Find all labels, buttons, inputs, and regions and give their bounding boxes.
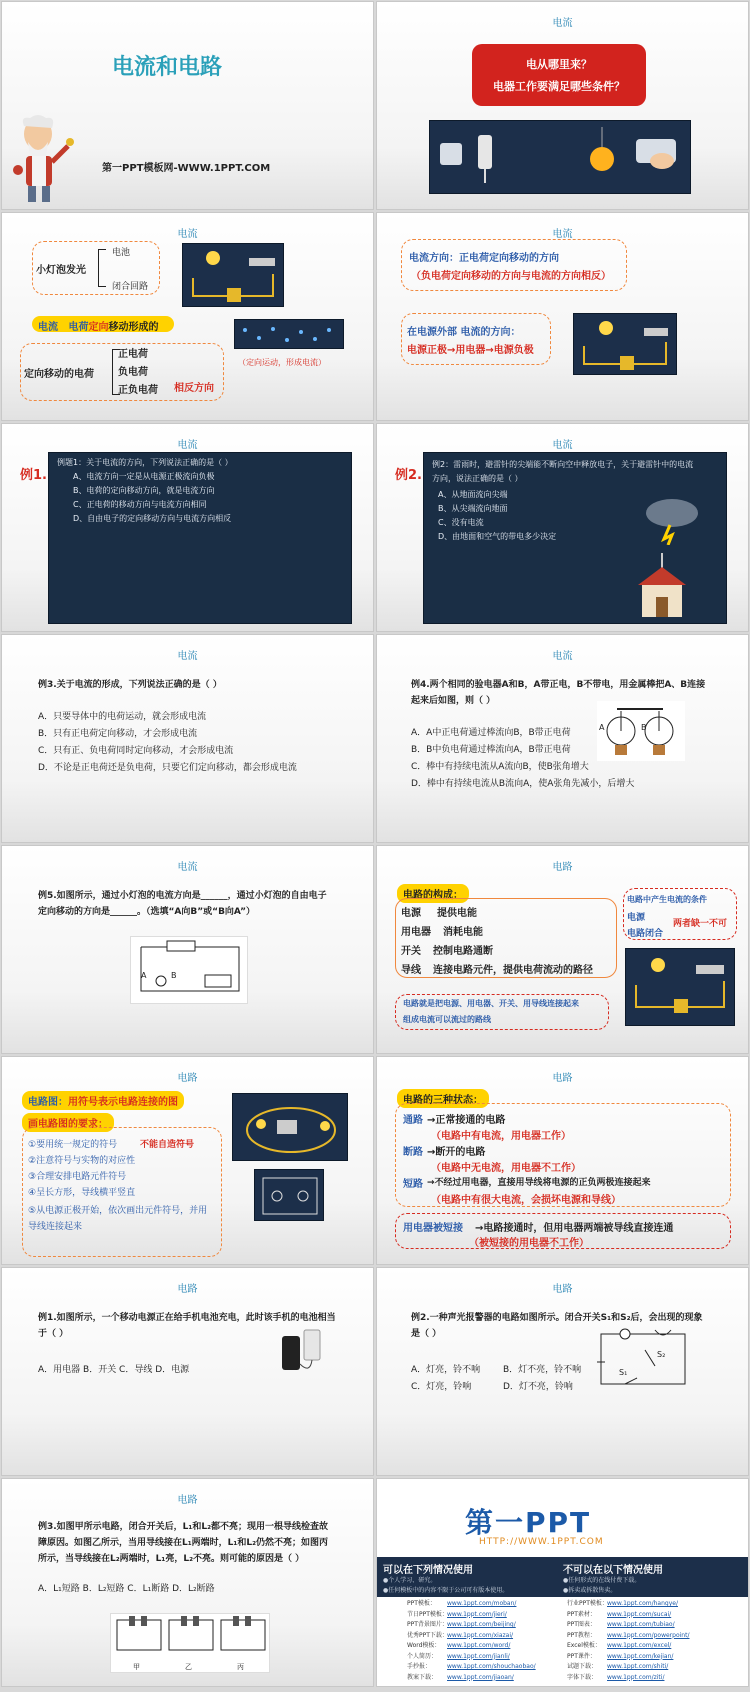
requirements-title: 画电路图的要求： xyxy=(22,1113,114,1132)
question-line-1: 例5.如图所示，通过小灯泡的电流方向是______，通过小灯泡的自由电子 xyxy=(38,891,327,901)
shorted-desc: →电路接通时，但用电器两端被导线直接连通 xyxy=(475,1223,674,1234)
outside-label: 在电源外部 电流的方向： xyxy=(407,327,521,338)
option-b[interactable]: B、电荷的定向移动方向，就是电流方向 xyxy=(73,486,215,495)
question-1: 电从哪里来？ xyxy=(526,58,592,71)
resource-link-label: 教案下载： xyxy=(407,1673,438,1681)
question-line-2: 起来后如图，则（ ） xyxy=(411,696,496,706)
conclusion-line-1: 电路就是把电源、用电器、开关、用导线连接起来 xyxy=(403,999,579,1008)
direction-box xyxy=(401,239,627,291)
slide-header: 电流 xyxy=(552,651,573,662)
question-banner xyxy=(472,44,646,106)
slide-11[interactable] xyxy=(1,1056,374,1265)
slide-9[interactable] xyxy=(1,845,374,1054)
cannot-use-title: 不可以在以下情况使用 xyxy=(563,1565,663,1576)
condition-closed: 电路闭合 xyxy=(627,929,664,939)
req-5b: 导线连接起来 xyxy=(28,1222,83,1232)
resource-link-row xyxy=(567,1641,689,1652)
slide-12[interactable] xyxy=(376,1056,749,1265)
condition-source: 电源 xyxy=(627,913,646,923)
slide-header: 电路 xyxy=(552,1284,573,1295)
slide-8[interactable] xyxy=(376,634,749,843)
outside-box xyxy=(401,313,551,365)
slide-header: 电流 xyxy=(177,440,198,451)
slide-header: 电流 xyxy=(552,440,573,451)
resource-link-label: 优秀PPT下载： xyxy=(407,1631,448,1639)
slide-header: 电流 xyxy=(177,651,198,662)
slide-header: 电路 xyxy=(177,1284,198,1295)
slide-title: 电流和电路 xyxy=(112,55,223,80)
resource-link[interactable]: www.1ppt.com/jieri/ xyxy=(447,1610,507,1618)
battery-label: 电池 xyxy=(112,248,131,258)
resource-link-row xyxy=(567,1620,689,1631)
resource-link-label: PPT背景图片： xyxy=(407,1621,448,1628)
moving-label: 定向移动的电荷 xyxy=(24,369,94,380)
diagram-label-3: 丙 xyxy=(237,1663,244,1671)
right-links xyxy=(567,1599,689,1683)
can-use-1: ●个人学习、研究。 xyxy=(383,1577,437,1584)
current-word: 电流 xyxy=(38,322,58,333)
house-icon xyxy=(634,553,690,619)
source-label: 电源 xyxy=(401,908,421,919)
broken-circuit-label: 断路 xyxy=(403,1147,423,1158)
resource-link-label: PPT模板： xyxy=(407,1600,436,1607)
resource-link[interactable]: www.1ppt.com/beijing/ xyxy=(447,1621,516,1628)
option-c[interactable]: C、正电荷的移动方向与电流方向相同 xyxy=(73,500,207,509)
slide-header: 电流 xyxy=(552,229,573,240)
req-3: ③合理安排电路元件符号 xyxy=(28,1172,127,1182)
option-a[interactable]: A．A中正电荷通过棒流向B，B带正电荷 xyxy=(411,728,571,738)
negative-charge: 负电荷 xyxy=(118,367,148,378)
question-line-2: 方向，说法正确的是（ ） xyxy=(432,474,523,483)
direction-note: （负电荷定向移动的方向与电流的方向相反） xyxy=(411,271,611,282)
option-b[interactable]: B、从尖端流向地面 xyxy=(438,504,508,513)
option-a[interactable]: A．灯亮，铃不响 xyxy=(411,1365,481,1375)
slide-header: 电路 xyxy=(552,862,573,873)
resource-link-row xyxy=(567,1662,689,1673)
formed-c: 移动形成的 xyxy=(108,322,159,333)
resource-link-label: 字体下载： xyxy=(567,1673,598,1681)
resource-link-label: 试题下载： xyxy=(567,1663,598,1670)
cartoon-professor-icon xyxy=(10,112,80,207)
alarm-circuit-diagram xyxy=(595,1328,691,1390)
formed-b: 定向 xyxy=(88,322,109,333)
slide-5[interactable] xyxy=(1,423,374,632)
brand-url: HTTP://WWW.1PPT.COM xyxy=(479,1537,604,1547)
question-line-1: 例1.如图所示，一个移动电源正在给手机电池充电，此时该手机的电池相当 xyxy=(38,1313,336,1323)
option-a[interactable]: A、电流方向一定是从电源正极流向负极 xyxy=(73,472,215,481)
resource-link-row xyxy=(407,1673,536,1684)
option-c[interactable]: C．灯亮，铃响 xyxy=(411,1382,472,1392)
resource-link-row xyxy=(567,1610,689,1621)
option-d[interactable]: D．不论是正电荷还是负电荷，只要它们定向移动，都会形成电流 xyxy=(38,763,297,773)
option-d[interactable]: D．灯不亮，铃响 xyxy=(503,1382,573,1392)
slide-3[interactable] xyxy=(1,212,374,421)
flow-note: （定向运动，形成电流） xyxy=(238,358,326,367)
question-line-1: 例2.一种声光报警器的电路如图所示。闭合开关S₁和S₂后，会出现的现象 xyxy=(411,1313,703,1323)
question-text: 例3.关于电流的形成，下列说法正确的是（ ） xyxy=(38,680,222,690)
req-1-note: 不能自造符号 xyxy=(140,1140,195,1150)
resource-link-row xyxy=(567,1599,689,1610)
resource-link-row xyxy=(567,1652,689,1663)
resource-link-row xyxy=(407,1631,536,1642)
resource-link-label: 个人简历： xyxy=(407,1652,438,1660)
resource-link-row xyxy=(407,1662,536,1673)
electron-flow-image xyxy=(234,319,344,349)
short-circuit-label: 短路 xyxy=(403,1179,423,1190)
option-d[interactable]: D．棒中有持续电流从B流向A，使A张角先减小，后增大 xyxy=(411,779,635,789)
phone-charging-icon xyxy=(280,1328,324,1380)
cannot-use-2: ●拆卖或拆散售卖。 xyxy=(563,1587,617,1594)
electroscope-b: B xyxy=(641,723,647,732)
question-line-1: 例3.如图甲所示电路，闭合开关后，L₁和L₂都不亮；现用一根导线检查故 xyxy=(38,1522,329,1532)
resource-link[interactable]: www.1ppt.com/sucai/ xyxy=(607,1610,672,1618)
switch-s2: S₂ xyxy=(657,1350,666,1359)
short-circuit-note: （电路中有很大电流，会损坏电源和导线） xyxy=(431,1195,621,1206)
resource-link-label: Word模板： xyxy=(407,1642,441,1649)
resource-link[interactable]: www.1ppt.com/jianli/ xyxy=(447,1652,510,1660)
resource-link[interactable]: www.1ppt.com/excel/ xyxy=(607,1642,672,1649)
electroscope-a: A xyxy=(599,723,605,732)
question-line-2: 障原因。如图乙所示，当用导线接在L₁两端时，L₁和L₂仍然不亮；如图丙 xyxy=(38,1538,329,1548)
left-links xyxy=(407,1599,536,1683)
slide-10[interactable] xyxy=(376,845,749,1054)
short-circuit-desc: →不经过用电器，直接用导线将电源的正负两极连接起来 xyxy=(427,1178,651,1188)
slide-7[interactable] xyxy=(1,634,374,843)
diagram-a: 电路图： xyxy=(28,1097,68,1108)
example-label: 例1. xyxy=(20,468,47,483)
opposite-direction: 相反方向 xyxy=(174,383,214,394)
resource-link[interactable]: www.1ppt.com/powerpoint/ xyxy=(607,1631,690,1639)
source-desc: 提供电能 xyxy=(437,908,477,919)
circuit-image xyxy=(573,313,677,375)
resource-link[interactable]: www.1ppt.com/hangye/ xyxy=(607,1600,678,1607)
diagram-label-2: 乙 xyxy=(185,1663,192,1671)
question-panel xyxy=(423,452,727,624)
resource-link[interactable]: www.1ppt.com/shiti/ xyxy=(607,1663,669,1670)
condition-both: 两者缺一不可 xyxy=(673,919,728,929)
switch-label: 开关 xyxy=(401,946,421,957)
slide-header: 电流 xyxy=(177,862,198,873)
option-b[interactable]: B．只有正电荷定向移动，才会形成电流 xyxy=(38,729,198,739)
question-line-3: 所示，当导线接在L₂两端时，L₁亮，L₂不亮。则可能的原因是（ ） xyxy=(38,1554,305,1564)
cannot-use-1: ●任何形式的在线付费下载。 xyxy=(563,1577,641,1584)
circuit-image xyxy=(130,936,248,1004)
resource-link-row xyxy=(407,1652,536,1663)
circuit-photo xyxy=(232,1093,348,1161)
diagram-label-1: 甲 xyxy=(133,1663,140,1671)
slide-6[interactable] xyxy=(376,423,749,632)
slide-header: 电路 xyxy=(552,1073,573,1084)
label-b: B xyxy=(171,971,177,980)
resource-link-label: PPT素材： xyxy=(567,1610,596,1618)
slide-subtitle: 第一PPT模板网-WWW.1PPT.COM xyxy=(102,163,271,174)
options[interactable]: A．L₁短路 B．L₂短路 C．L₁断路 D．L₂断路 xyxy=(38,1584,215,1594)
question-panel xyxy=(48,452,352,624)
option-a[interactable]: A、从地面流向尖端 xyxy=(438,490,508,499)
resource-link-label: 行业PPT模板： xyxy=(567,1600,608,1607)
conclusion-line-2: 组成电流可以流过的路线 xyxy=(403,1015,491,1024)
question-line-1: 例2：雷雨时，避雷针的尖端能不断向空中释放电子，关于避雷针中的电流 xyxy=(432,460,694,469)
links-area xyxy=(377,1597,749,1687)
appliance-image xyxy=(429,120,691,194)
slide-1[interactable] xyxy=(1,1,374,210)
outside-path: 电源正极→用电器→电源负极 xyxy=(407,345,534,356)
example-label: 例2. xyxy=(395,468,422,483)
option-b[interactable]: B．灯不亮，铃不响 xyxy=(503,1365,582,1375)
formed-a: 电荷 xyxy=(68,322,89,333)
req-5a: ⑤从电源正极开始，依次画出元件符号，并用 xyxy=(28,1206,208,1216)
option-b[interactable]: B．B中负电荷通过棒流向A，B带正电荷 xyxy=(411,745,571,755)
slide-14[interactable] xyxy=(376,1267,749,1476)
option-a[interactable]: A．只要导体中的电荷运动，就会形成电流 xyxy=(38,712,207,722)
resource-link-label: PPT课件： xyxy=(567,1652,596,1660)
open-circuit-label: 通路 xyxy=(403,1115,423,1126)
shorted-label: 用电器被短接 xyxy=(403,1223,463,1234)
resource-link-row xyxy=(407,1641,536,1652)
resource-link[interactable]: www.1ppt.com/word/ xyxy=(447,1642,511,1649)
brace xyxy=(98,249,106,287)
appliance-desc: 消耗电能 xyxy=(443,927,483,938)
diagram-b: 用符号表示电路连接的图 xyxy=(68,1097,178,1108)
option-c[interactable]: C．只有正、负电荷同时定向移动，才会形成电流 xyxy=(38,746,234,756)
wire-label: 导线 xyxy=(401,965,421,976)
question-text: 例题1：关于电流的方向，下列说法正确的是（ ） xyxy=(57,458,233,467)
shorted-note: （被短接的用电器不工作） xyxy=(469,1238,589,1249)
slide-13[interactable] xyxy=(1,1267,374,1476)
slide-16[interactable] xyxy=(376,1478,749,1687)
current-pill xyxy=(32,316,174,332)
section-title: 电路的构成： xyxy=(397,884,469,903)
label-a: A xyxy=(141,971,147,980)
electroscope-image xyxy=(597,701,685,761)
resource-link[interactable]: www.1ppt.com/ziti/ xyxy=(607,1673,665,1681)
slide-header: 电流 xyxy=(552,18,573,29)
slide-4[interactable] xyxy=(376,212,749,421)
circuit-image xyxy=(182,243,284,307)
question-line-1: 例4.两个相同的验电器A和B，A带正电，B不带电，用金属棒把A、B连接 xyxy=(411,680,706,690)
both-charges: 正负电荷 xyxy=(118,385,158,396)
direction-def: 电流方向：正电荷定向移动的方向 xyxy=(409,253,559,264)
question-line-2: 于（ ） xyxy=(38,1329,69,1339)
resource-link-label: Excel模板： xyxy=(567,1642,601,1649)
diagram-title xyxy=(22,1091,184,1110)
brand-logo: 第一PPT xyxy=(465,1506,592,1539)
slide-header: 电路 xyxy=(177,1073,198,1084)
lamp-label: 小灯泡发光 xyxy=(36,265,86,276)
resource-link[interactable]: www.1ppt.com/xiazai/ xyxy=(447,1631,514,1639)
resource-link-label: 手抄报： xyxy=(407,1663,432,1670)
appliance-label: 用电器 xyxy=(401,927,431,938)
wire-desc: 连接电路元件，提供电荷流动的路径 xyxy=(433,965,593,976)
resource-link-row xyxy=(567,1631,689,1642)
condition-title: 电路中产生电流的条件 xyxy=(627,895,707,904)
resource-link-label: PPT图表： xyxy=(567,1621,596,1628)
switch-desc: 控制电路通断 xyxy=(433,946,493,957)
option-c[interactable]: C、没有电流 xyxy=(438,518,484,527)
resource-link[interactable]: www.1ppt.com/moban/ xyxy=(447,1600,517,1607)
resource-link[interactable]: www.1ppt.com/shouchaobao/ xyxy=(447,1663,536,1670)
options[interactable]: A．用电器 B．开关 C．导线 D．电源 xyxy=(38,1365,190,1375)
storm-cloud-icon xyxy=(642,495,702,545)
open-circuit-desc: →正常接通的电路 xyxy=(427,1115,506,1126)
closed-loop-label: 闭合回路 xyxy=(112,282,149,292)
question-line-2: 定向移动的方向是______。（选填“A向B”或“B向A”） xyxy=(38,907,255,917)
resource-link-row xyxy=(567,1673,689,1684)
can-use-title: 可以在下列情况使用 xyxy=(383,1565,473,1576)
broken-circuit-note: （电路中无电流，用电器不工作） xyxy=(431,1163,581,1174)
circuit-image xyxy=(625,948,735,1026)
circuit-diagram xyxy=(254,1169,324,1221)
resource-link[interactable]: www.1ppt.com/jiaoan/ xyxy=(447,1673,514,1681)
resource-link-row xyxy=(407,1599,536,1610)
req-1: ①要用统一规定的符号 xyxy=(28,1140,118,1150)
resource-link[interactable]: www.1ppt.com/tubiao/ xyxy=(607,1621,675,1628)
option-d[interactable]: D、自由电子的定向移动方向与电流方向相反 xyxy=(73,514,232,523)
fault-diagrams xyxy=(110,1613,270,1673)
slide-header: 电路 xyxy=(177,1495,198,1506)
states-title: 电路的三种状态： xyxy=(397,1089,489,1108)
broken-circuit-desc: →断开的电路 xyxy=(427,1147,486,1158)
slide-15[interactable] xyxy=(1,1478,374,1687)
req-2: ②注意符号与实物的对应性 xyxy=(28,1156,136,1166)
resource-link-label: 节日PPT模板： xyxy=(407,1610,448,1618)
resource-link-row xyxy=(407,1620,536,1631)
positive-charge: 正电荷 xyxy=(118,349,148,360)
can-use-2: ●任何模板中的内容不限于公司可有版本使用。 xyxy=(383,1587,509,1594)
slide-header: 电流 xyxy=(177,229,198,240)
req-4: ④呈长方形，导线横平竖直 xyxy=(28,1188,136,1198)
resource-link-row xyxy=(407,1610,536,1621)
option-d[interactable]: D、由地面和空气的带电多少决定 xyxy=(438,532,557,541)
question-2: 电器工作要满足哪些条件？ xyxy=(493,80,625,93)
option-c[interactable]: C．棒中有持续电流从A流向B，使B张角增大 xyxy=(411,762,589,772)
open-circuit-note: （电路中有电流，用电器工作） xyxy=(431,1131,571,1142)
slide-2[interactable] xyxy=(376,1,749,210)
question-line-2: 是（ ） xyxy=(411,1329,442,1339)
resource-link[interactable]: www.1ppt.com/kejian/ xyxy=(607,1652,674,1660)
resource-link-label: PPT教程： xyxy=(567,1631,596,1639)
switch-s1: S₁ xyxy=(619,1368,628,1377)
